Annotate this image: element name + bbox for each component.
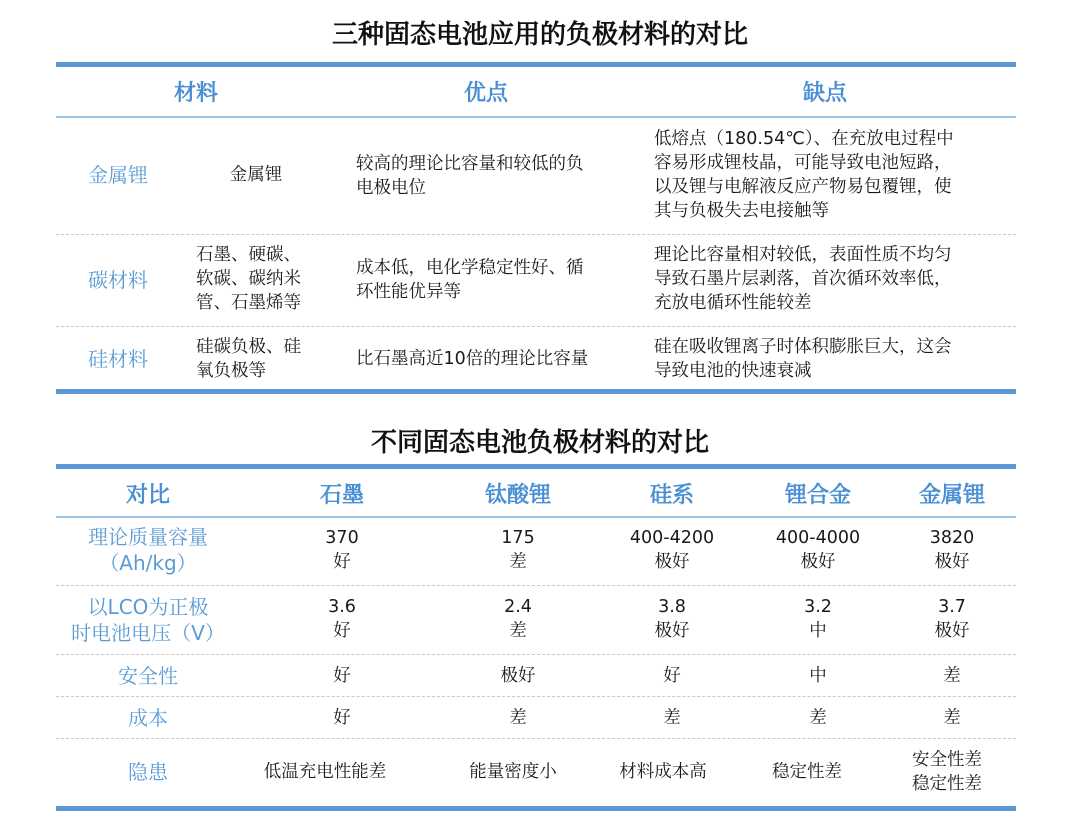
table2-cell: 好: [663, 666, 681, 686]
table2-cell: 差: [809, 708, 827, 728]
table2-cell: 370 好: [325, 528, 359, 572]
table2-cell: 3.8 极好: [654, 597, 690, 641]
table2-cell: 400-4200 极好: [629, 528, 715, 572]
table2-cell: 400-4000 极好: [775, 528, 861, 572]
table2-row-divider: [56, 654, 1016, 655]
table1-row-material: 金属锂: [229, 165, 283, 185]
table2-cell: 3.6 好: [328, 597, 356, 641]
table1-top-rule: [56, 62, 1016, 67]
table1-row-divider: [56, 234, 1016, 235]
table1-row-cons: 低熔点（180.54℃）、在充放电过程中 容易形成锂枝晶，可能导致电池短路， 以及锂与电解液反应产物易包覆锂，使 其与负极失去电接触等: [654, 129, 954, 221]
table2-row-divider: [56, 696, 1016, 697]
table2-header-silicon: 硅系: [649, 483, 694, 508]
table1-header-cons: 缺点: [802, 81, 847, 106]
table2-cell: 低温充电性能差: [263, 762, 387, 782]
table2-cell: 2.4 差: [504, 597, 532, 641]
table2-cell: 差: [663, 708, 681, 728]
table2-header-li-alloy: 锂合金: [784, 483, 851, 508]
table1-header-material: 材料: [173, 81, 218, 106]
table1-row-category: 硅材料: [88, 347, 148, 371]
table2-cell: 好: [333, 708, 351, 728]
table2-cell: 极好: [500, 666, 536, 686]
table2-row-label: 以LCO为正极 时电池电压（V）: [71, 595, 225, 645]
table1-row-category: 金属锂: [88, 163, 148, 187]
table1-row-pros: 成本低，电化学稳定性好、循 环性能优异等: [356, 258, 584, 302]
table2-cell: 3820 极好: [929, 528, 975, 572]
table2-cell: 中: [809, 666, 827, 686]
table2-cell: 材料成本高: [619, 762, 707, 782]
table1-row-pros: 比石墨高近10倍的理论比容量: [356, 349, 589, 369]
table2-header-graphite: 石墨: [319, 483, 364, 508]
table2-header-li-metal: 金属锂: [918, 483, 985, 508]
table2-row-label: 安全性: [118, 664, 178, 688]
table2-title: 不同固态电池负极材料的对比: [370, 428, 709, 458]
table1-row-cons: 理论比容量相对较低，表面性质不均匀 导致石墨片层剥落，首次循环效率低， 充放电循环性能较差: [654, 245, 952, 313]
table2-cell: 3.7 极好: [934, 597, 970, 641]
table2-cell: 好: [333, 666, 351, 686]
table2-header-rule: [56, 516, 1016, 518]
table2-bottom-rule: [56, 806, 1016, 811]
table1-row-pros: 较高的理论比容量和较低的负 电极电位: [356, 154, 584, 198]
table2-row-label: 理论质量容量 （Ah/kg）: [88, 525, 208, 575]
table2-cell: 稳定性差: [772, 762, 842, 782]
table1-row-material: 硅碳负极、硅 氧负极等: [196, 337, 301, 381]
table2-cell: 能量密度小: [469, 762, 557, 782]
table2-row-label: 成本: [128, 706, 168, 730]
table1-row-material: 石墨、硬碳、 软碳、碳纳米 管、石墨烯等: [196, 245, 301, 313]
table2-cell: 3.2 中: [804, 597, 832, 641]
table2-row-divider: [56, 585, 1016, 586]
table2-row-label: 隐患: [128, 760, 168, 784]
table2-header-compare: 对比: [125, 483, 170, 508]
table1-header-rule: [56, 116, 1016, 118]
table2-header-lto: 钛酸锂: [484, 483, 551, 508]
table1-header-pros: 优点: [463, 81, 508, 106]
table2-row-divider: [56, 738, 1016, 739]
table2-top-rule: [56, 464, 1016, 469]
table1-row-category: 碳材料: [88, 268, 148, 292]
table2-cell: 安全性差 稳定性差: [912, 750, 982, 794]
table2-cell: 差: [509, 708, 527, 728]
table1-bottom-rule: [56, 389, 1016, 394]
table1-row-cons: 硅在吸收锂离子时体积膨胀巨大，这会 导致电池的快速衰减: [654, 337, 952, 381]
table2-cell: 175 差: [501, 528, 535, 572]
table2-cell: 差: [943, 708, 961, 728]
table2-cell: 差: [943, 666, 961, 686]
table1-row-divider: [56, 326, 1016, 327]
table1-title: 三种固态电池应用的负极材料的对比: [331, 20, 748, 50]
